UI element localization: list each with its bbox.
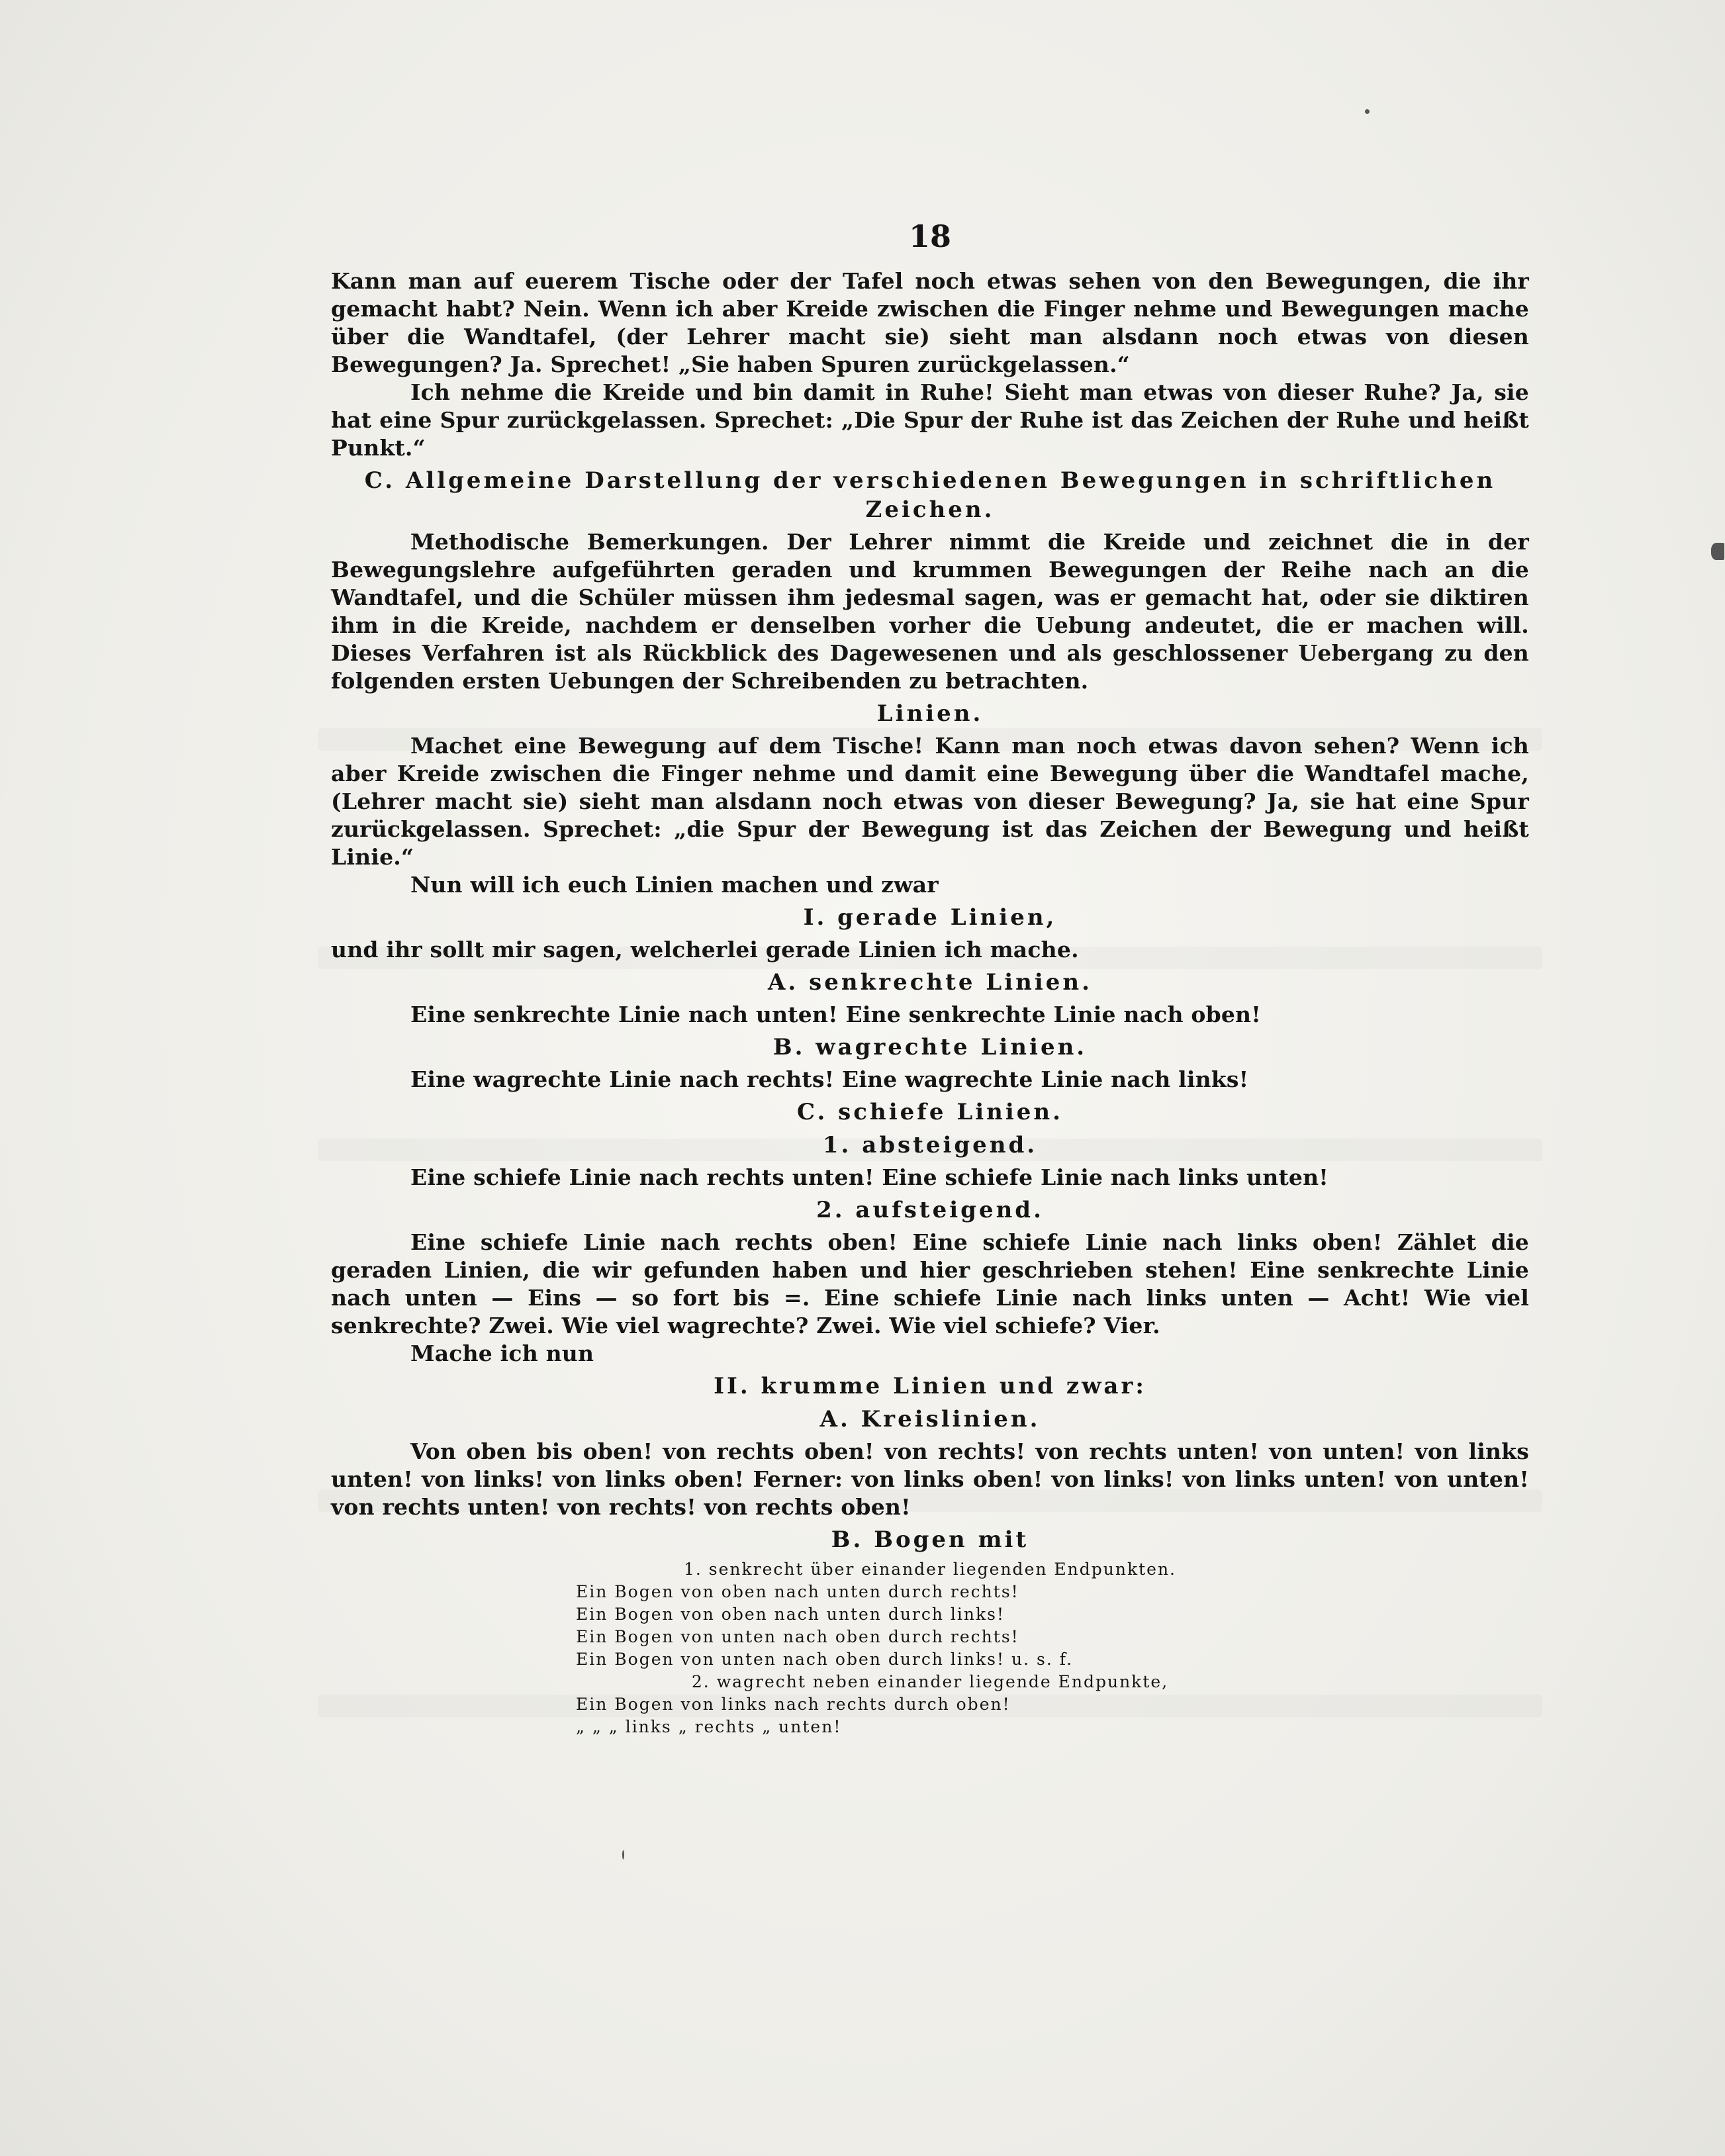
paragraph: Eine wagrechte Linie nach rechts! Eine wagrechte Linie nach links!: [410, 1066, 1249, 1092]
sub-heading: 2. wagrecht neben einander liegende Endpunkte,: [691, 1672, 1169, 1691]
paragraph: Von oben bis oben! von rechts oben! von rechts! von rechts unten! von unten! von links unten! von links! von links oben! Ferner: von links oben! von links! von links unten! von unten! von rechts unten! von rechts! von rechts oben!: [331, 1438, 1529, 1520]
example-line: Ein Bogen von links nach rechts durch oben!: [576, 1695, 1011, 1714]
example-line: „ „ „ links „ rechts „ unten!: [576, 1717, 842, 1736]
example-line: Ein Bogen von oben nach unten durch links!: [576, 1605, 1005, 1624]
section-heading: 2. aufsteigend.: [816, 1197, 1044, 1223]
section-heading: A. Kreislinien.: [819, 1406, 1041, 1432]
ink-speck: [1365, 109, 1370, 114]
paragraph: Methodische Bemerkungen. Der Lehrer nimmt die Kreide und zeichnet die in der Bewegungslehre aufgeführten geraden und krummen Bewegungen der Reihe nach an die Wandtafel, und die Schüler müssen ihm jedesmal sagen, was er gemacht hat, oder sie diktiren ihm in die Kreide, nachdem er denselben vorher die Uebung andeutet, die er machen will. Dieses Verfahren ist als Rückblick des Dagewesenen und als geschlossener Uebergang zu den folgenden ersten Uebungen der Schreibenden zu betrachten.: [331, 529, 1529, 694]
paragraph: Eine schiefe Linie nach rechts unten! Eine schiefe Linie nach links unten!: [410, 1164, 1329, 1190]
paragraph: Machet eine Bewegung auf dem Tische! Kann man noch etwas davon sehen? Wenn ich aber Kreide zwischen die Finger nehme und damit eine Bewegung über die Wandtafel mache, (Lehrer macht sie) sieht man alsdann noch etwas von dieser Bewegung? Ja, sie hat eine Spur zurückgelassen. Sprechet: „die Spur der Bewegung ist das Zeichen der Bewegung und heißt Linie.“: [331, 733, 1529, 870]
paragraph: Eine schiefe Linie nach rechts oben! Eine schiefe Linie nach links oben! Zählet die geraden Linien, die wir gefunden haben und hier geschrieben stehen! Eine senkrechte Linie nach unten — Eins — so fort bis =. Eine schiefe Linie nach links unten — Acht! Wie viel senkrechte? Zwei. Wie viel wagrechte? Zwei. Wie viel schiefe? Vier.: [331, 1229, 1529, 1338]
paragraph: Ich nehme die Kreide und bin damit in Ruhe! Sieht man etwas von dieser Ruhe? Ja, sie hat eine Spur zurückgelassen. Sprechet: „Die Spur der Ruhe ist das Zeichen der Ruhe und heißt Punkt.“: [331, 379, 1529, 461]
paragraph: Nun will ich euch Linien machen und zwar: [410, 872, 939, 898]
page-content: [331, 218, 1529, 1738]
section-heading: 1. absteigend.: [822, 1132, 1038, 1158]
paragraph: Eine senkrechte Linie nach unten! Eine senkrechte Linie nach oben!: [410, 1002, 1261, 1027]
ink-speck: [622, 1850, 624, 1859]
example-line: Ein Bogen von unten nach oben durch rechts!: [576, 1627, 1019, 1646]
text-body: [331, 267, 1529, 1738]
section-heading: C. schiefe Linien.: [797, 1099, 1063, 1125]
paragraph: Mache ich nun: [410, 1340, 594, 1366]
section-heading: II. krumme Linien und zwar:: [714, 1373, 1146, 1399]
page-edge-mark: [1711, 543, 1724, 560]
section-heading: I. gerade Linien,: [803, 904, 1057, 931]
section-heading: C. Allgemeine Darstellung der verschiedenen Bewegungen in schriftlichen Zeichen.: [364, 467, 1496, 523]
example-line: Ein Bogen von oben nach unten durch rechts!: [576, 1582, 1019, 1601]
example-line: Ein Bogen von unten nach oben durch links! u. s. f.: [576, 1650, 1074, 1669]
paragraph: Kann man auf euerem Tische oder der Tafel noch etwas sehen von den Bewegungen, die ihr gemacht habt? Nein. Wenn ich aber Kreide zwischen die Finger nehme und Bewegungen mache über die Wandtafel, (der Lehrer macht sie) sieht man alsdann noch etwas von diesen Bewegungen? Ja. Sprechet! „Sie haben Spuren zurückgelassen.“: [331, 268, 1529, 377]
paragraph: und ihr sollt mir sagen, welcherlei gerade Linien ich mache.: [331, 937, 1079, 962]
section-heading: A. senkrechte Linien.: [768, 969, 1092, 996]
page-number: 18: [908, 218, 951, 254]
section-heading: Linien.: [876, 700, 984, 727]
sub-heading: 1. senkrecht über einander liegenden Endpunkten.: [683, 1560, 1177, 1579]
section-heading: B. wagrechte Linien.: [772, 1034, 1088, 1060]
section-heading: B. Bogen mit: [831, 1526, 1029, 1553]
